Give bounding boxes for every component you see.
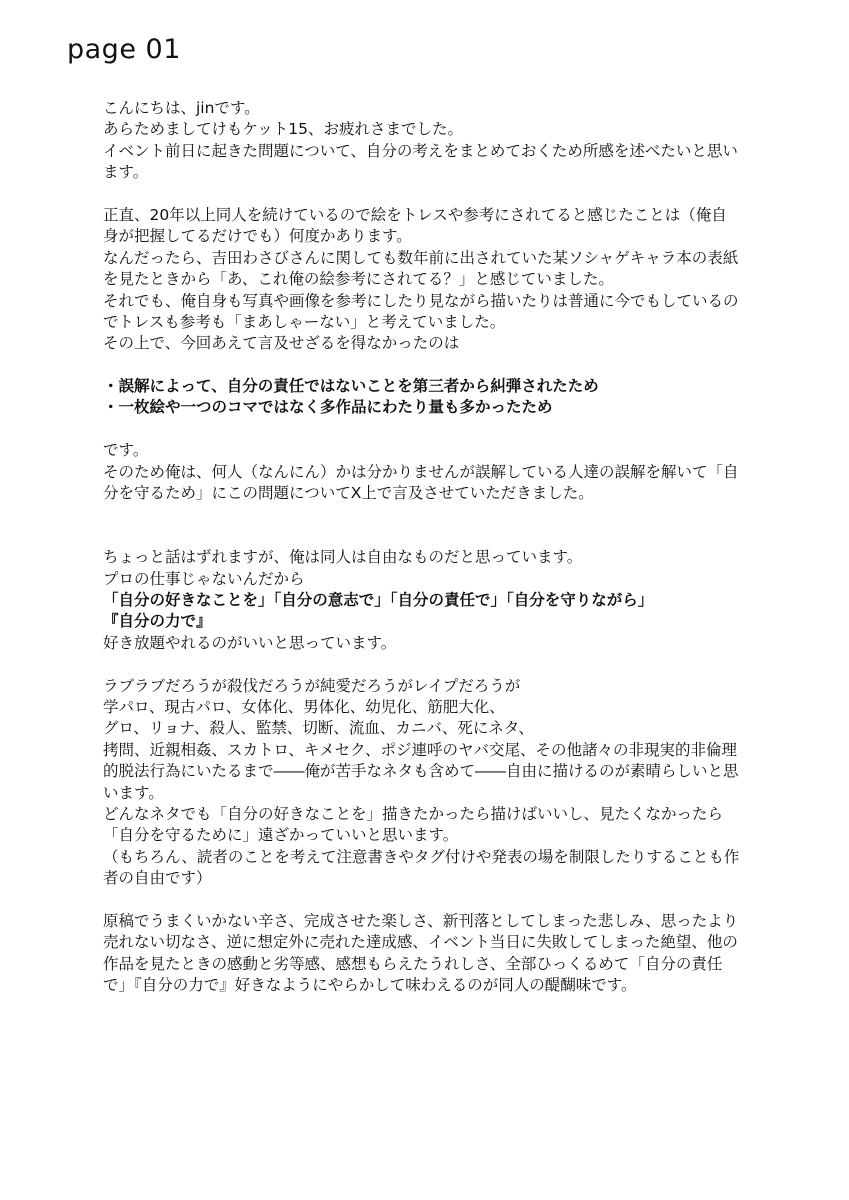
bullet-point: ・誤解によって、自分の責任ではないことを第三者から糾弾されたため [103,377,599,396]
text-line: こんにちは、jinです。 [103,99,260,117]
text-line: イベント前日に起きた問題について、自分の考えをまとめておくため所感を述べたいと思い [103,141,738,160]
text-line: それでも、俺自身も写真や画像を参考にしたり見ながら描いたりは普通に今でもしているの [103,291,739,310]
document-body [103,98,753,996]
section-gap [103,504,753,547]
text-line: どんなネタでも「自分の好きなことを」描きたかったら描けばいいし、見たくなかったら [103,804,724,823]
text-line: で」『自分の力で』好きなようにやらかして味わえるのが同人の醍醐味です。 [103,976,637,995]
text-line: そのため俺は、何人（なんにん）かは分かりませんが誤解している人達の誤解を解いて「自 [103,462,739,481]
paragraph-gap [103,419,753,440]
text-line: 原稿でうまくいかない辛さ、完成させた楽しさ、新刊落としてしまった悲しみ、思ったより [103,911,739,930]
text-line: （もちろん、読者のことを考えて注意書きやタグ付けや発表の場を制限したりすることも作 [103,847,740,866]
text-line: その上で、今回あえて言及せざるを得なかったのは [103,334,460,353]
emphasis-line: 『自分の力で』 [103,612,212,631]
text-line: 正直、20年以上同人を続けているので絵をトレスや参考にされてると感じたことは（俺自 [103,205,727,224]
bullet-point: ・一枚絵や一つのコマではなく多作品にわたり量も多かったため [103,398,553,417]
paragraph-gap [103,184,753,205]
page-title: page 01 [67,34,181,65]
emphasis-line: 「自分の好きなことを」「自分の意志で」「自分の責任で」「自分を守りながら」 [103,591,654,609]
paragraph-gap [103,355,753,376]
text-line: です。 [103,441,149,460]
text-line: います。 [103,783,164,802]
text-line: ラブラブだろうが殺伐だろうが純愛だろうがレイプだろうが [103,676,521,695]
text-line: なんだったら、吉田わさびさんに関しても数年前に出されていた某ソシャゲキャラ本の表紙 [103,248,739,267]
text-line: 好き放題やれるのがいいと思っています。 [103,633,397,652]
text-line: ちょっと話はずれますが、俺は同人は自由なものだと思っています。 [103,548,583,567]
text-line: あらためましてけもケット15、お疲れさまでした。 [103,120,463,139]
text-line: 「自分を守るために」遠ざかっていいと思います。 [103,826,459,845]
text-line: 的脱法行為にいたるまで――俺が苦手なネタも含めて――自由に描けるのが素晴らしいと思 [103,762,739,781]
paragraph-gap [103,654,753,675]
text-line: プロの仕事じゃないんだから [103,569,305,588]
text-line: を見たときから「あ、これ俺の絵参考にされてる？」と感じていました。 [103,270,614,289]
text-line: 作品を見たときの感動と劣等感、感想もらえたうれしさ、全部ひっくるめて「自分の責任 [103,954,723,973]
text-line: 学パロ、現古パロ、女体化、男体化、幼児化、筋肥大化、 [103,697,505,716]
text-line: 身が把握してるだけでも）何度かあります。 [103,227,412,246]
text-line: 者の自由です） [103,869,212,888]
text-line: 拷問、近親相姦、スカトロ、キメセク、ポジ連呼のヤバ交尾、その他諸々の非現実的非倫理 [103,740,737,759]
text-line: ます。 [103,163,149,182]
text-line: 分を守るため」にこの問題についてX上で言及させていただきました。 [103,484,594,503]
text-line: でトレスも参考も「まあしゃーない」と考えていました。 [103,312,506,331]
text-line: グロ、リョナ、殺人、監禁、切断、流血、カニバ、死にネタ、 [103,719,534,738]
text-line: 売れない切なさ、逆に想定外に売れた達成感、イベント当日に失敗してしまった絶望、他の [103,933,738,952]
paragraph-gap [103,889,753,910]
